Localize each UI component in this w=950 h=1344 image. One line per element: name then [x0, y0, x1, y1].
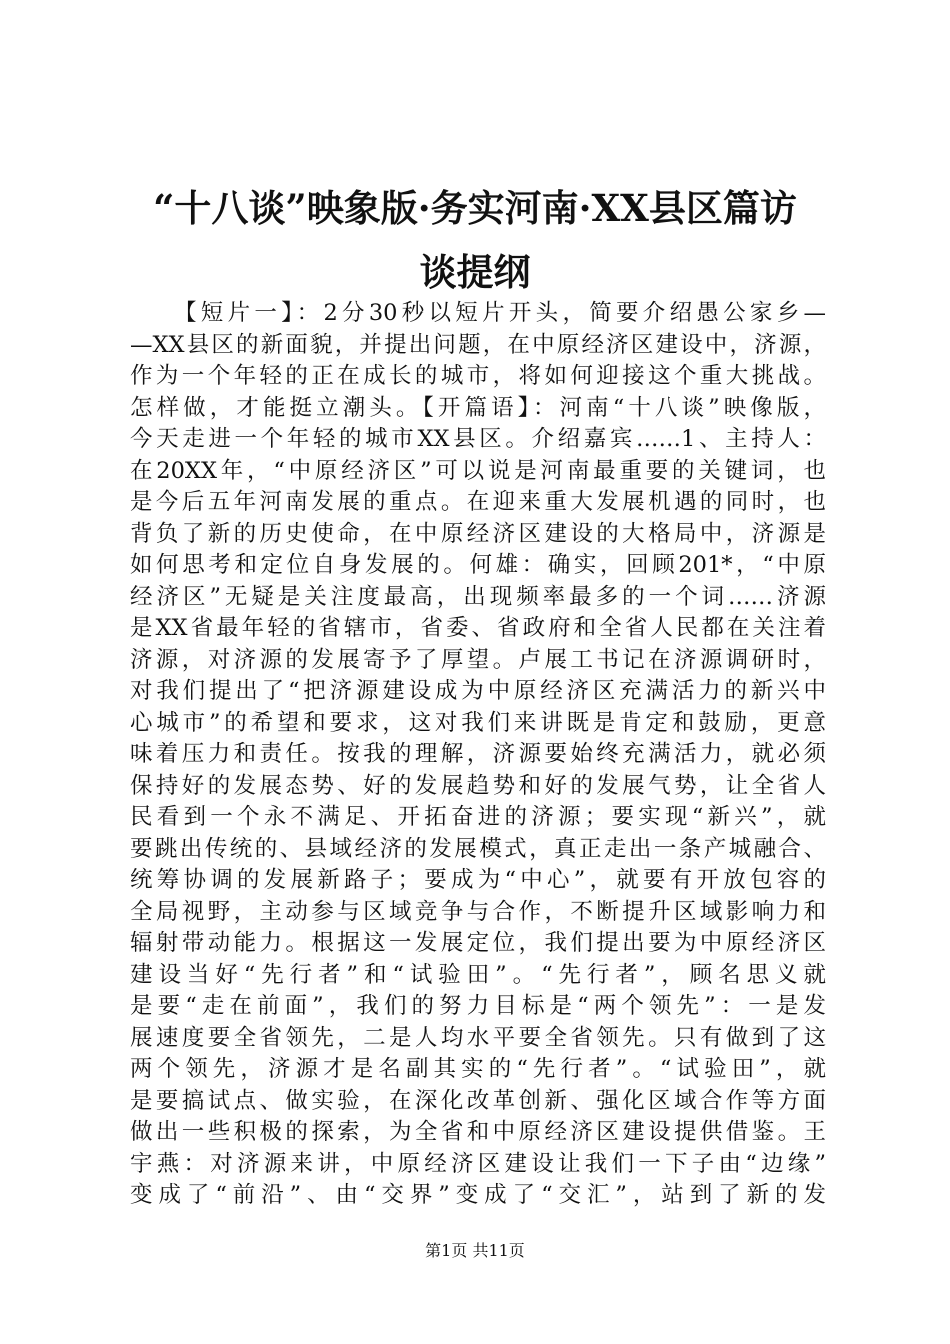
body-line: 民看到一个永不满足、开拓奋进的济源；要实现“新兴”，就 [130, 804, 826, 830]
document-body [130, 298, 826, 1212]
body-line: 两个领先，济源才是名副其实的“先行者”。“试验田”，就 [130, 1056, 826, 1082]
body-line: 怎样做，才能挺立潮头。【开篇语】：河南“十八谈”映像版， [130, 394, 826, 421]
body-line: 是要“走在前面”，我们的努力目标是“两个领先”：一是发 [130, 993, 826, 1019]
body-line: 【短片一】：2分30秒以短片开头，简要介绍愚公家乡— [174, 300, 826, 326]
body-line: 今天走进一个年轻的城市XX县区。介绍嘉宾……1、主持人： [130, 426, 826, 452]
document-title-line-2: 谈提纲 [419, 250, 531, 294]
body-line: 背负了新的历史使命，在中原经济区建设的大格局中，济源是 [130, 520, 826, 547]
body-line: 经济区”无疑是关注度最高，出现频率最多的一个词……济源 [130, 583, 826, 610]
body-line: 如何思考和定位自身发展的。何雄：确实，回顾201*，“中原 [130, 552, 826, 578]
body-line: 心城市”的希望和要求，这对我们来讲既是肯定和鼓励，更意 [130, 709, 826, 736]
body-line: 要跳出传统的、县域经济的发展模式，真正走出一条产城融合、 [130, 835, 826, 862]
body-line: 变成了“前沿”、由“交界”变成了“交汇”，站到了新的发 [130, 1182, 826, 1208]
body-line: —XX县区的新面貌，并提出问题，在中原经济区建设中，济源， [130, 331, 826, 358]
page-footer: 第1页 共11页 [425, 1241, 525, 1260]
body-line: 是要搞试点、做实验，在深化改革创新、强化区域合作等方面 [130, 1087, 826, 1114]
body-line: 是XX省最年轻的省辖市，省委、省政府和全省人民都在关注着 [130, 615, 826, 641]
body-line: 展速度要全省领先，二是人均水平要全省领先。只有做到了这 [130, 1024, 826, 1051]
body-line: 对我们提出了“把济源建设成为中原经济区充满活力的新兴中 [130, 678, 826, 704]
body-line: 在20XX年，“中原经济区”可以说是河南最重要的关键词，也 [130, 457, 826, 484]
body-line: 作为一个年轻的正在成长的城市，将如何迎接这个重大挑战。 [130, 363, 826, 389]
body-line: 保持好的发展态势、好的发展趋势和好的发展气势，让全省人 [130, 772, 826, 799]
body-line: 辐射带动能力。根据这一发展定位，我们提出要为中原经济区 [130, 930, 826, 956]
body-line: 宇燕：对济源来讲，中原经济区建设让我们一下子由“边缘” [130, 1150, 826, 1177]
body-line: 做出一些积极的探索，为全省和中原经济区建设提供借鉴。王 [130, 1119, 826, 1145]
body-line: 全局视野，主动参与区域竞争与合作，不断提升区域影响力和 [130, 898, 826, 925]
body-line: 统筹协调的发展新路子；要成为“中心”，就要有开放包容的 [130, 867, 826, 893]
body-line: 是今后五年河南发展的重点。在迎来重大发展机遇的同时，也 [130, 489, 826, 515]
body-line: 味着压力和责任。按我的理解，济源要始终充满活力，就必须 [130, 741, 826, 767]
body-line: 建设当好“先行者”和“试验田”。“先行者”，顾名思义就 [130, 961, 826, 988]
body-line: 济源，对济源的发展寄予了厚望。卢展工书记在济源调研时， [130, 646, 826, 673]
document-title-line-1: “十八谈”映象版·务实河南·XX县区篇访 [153, 186, 797, 230]
